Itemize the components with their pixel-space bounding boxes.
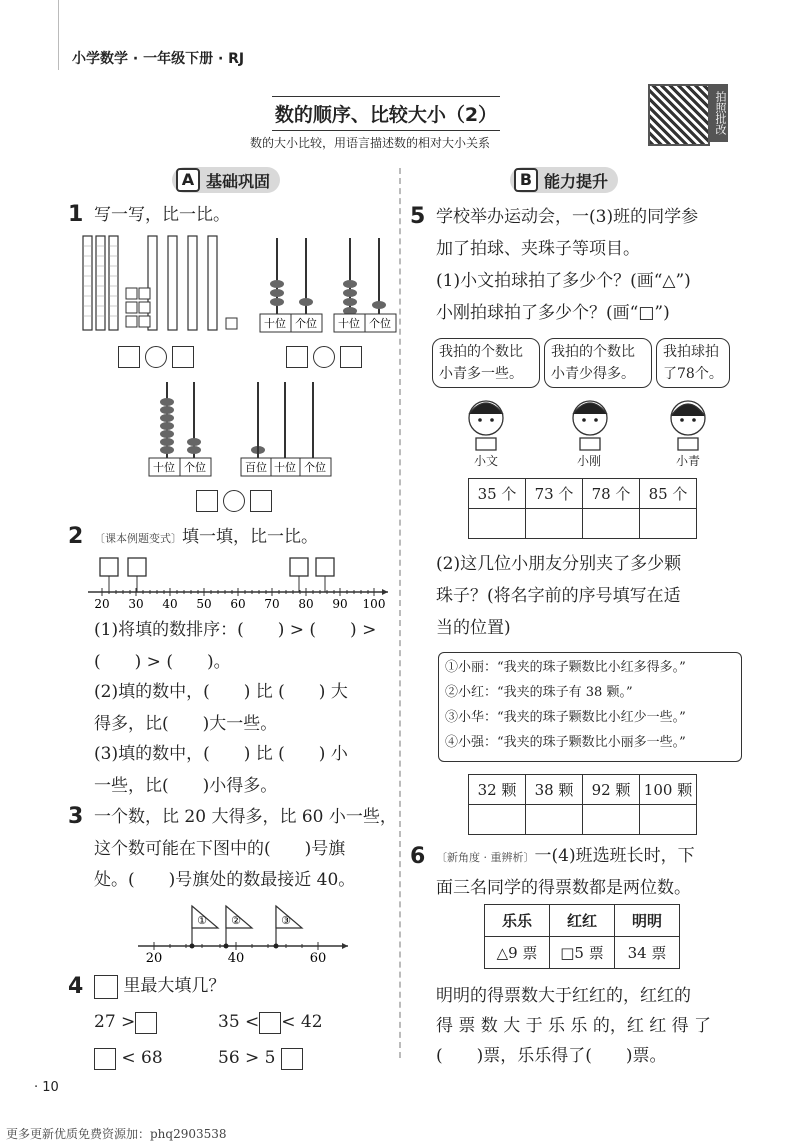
compare-boxes-1[interactable] xyxy=(118,346,194,368)
svg-text:40: 40 xyxy=(227,951,245,966)
svg-text:80: 80 xyxy=(298,597,314,611)
q6-line5: ( )票，乐乐得了( )票。 xyxy=(436,1046,667,1066)
q4-row1b[interactable]: 35 < < 42 xyxy=(218,1012,323,1032)
svg-text:30: 30 xyxy=(128,597,144,611)
abacus-ones-label: 个位 xyxy=(295,317,317,330)
q5-line1: 学校举办运动会，一(3)班的同学参 xyxy=(436,207,699,227)
section-b-label: 能力提升 xyxy=(544,171,609,191)
svg-text:40: 40 xyxy=(162,597,178,611)
q6-number: 6 xyxy=(410,844,426,869)
q4-row2b[interactable]: 56 > 5 xyxy=(218,1042,303,1074)
quote-3: ③小华：“我夹的珠子颗数比小红少一些。” xyxy=(445,710,686,725)
q2-number-line xyxy=(86,556,396,612)
q5-line5: (2)这几位小朋友分别夹了多少颗 xyxy=(436,554,682,574)
quote-1: ①小丽：“我夹的珠子颗数比小红多得多。” xyxy=(445,660,686,675)
q2-tag: 〔课本例题变式〕 xyxy=(94,532,182,545)
qr-code-icon[interactable] xyxy=(648,84,710,146)
qr-label: 拍照批改 xyxy=(708,84,728,142)
section-a-badge xyxy=(172,167,280,193)
svg-text:20: 20 xyxy=(94,597,110,611)
q2-line3: (2)填的数中，( ) 比 ( ) 大 xyxy=(94,682,348,702)
lesson-subtitle: 数的大小比较，用语言描述数的相对大小关系 xyxy=(250,136,491,150)
q5-line3: (1)小文拍球拍了多少个？(画“△”) xyxy=(436,271,691,291)
q6-vote-table: 乐乐 红红 明明 △9 票 □5 票 34 票 xyxy=(484,904,680,969)
svg-text:十位: 十位 xyxy=(274,461,296,474)
abacus-1 xyxy=(260,238,322,332)
section-a-letter: A xyxy=(176,168,200,192)
speech-bubble-xiaogang: 我拍的个数比小青少得多。 xyxy=(544,338,652,388)
q2-line6: 一些，比( )小得多。 xyxy=(94,776,278,796)
svg-text:70: 70 xyxy=(264,597,280,611)
q1-figures xyxy=(80,232,400,342)
q2-text: 填一填，比一比。 xyxy=(182,527,318,547)
section-a-label: 基础巩固 xyxy=(206,171,271,191)
page-number: · 10 xyxy=(34,1080,59,1095)
abacus-2 xyxy=(334,238,396,332)
q1-number: 1 xyxy=(68,202,84,227)
q2-line1: (1)将填的数排序：( ) > ( ) > xyxy=(94,620,377,640)
block-ones-1 xyxy=(126,288,237,329)
q6-tag: 〔新角度 · 重辨析〕 xyxy=(436,851,535,864)
q5-quotes-box xyxy=(438,652,742,762)
name-xiaoqing: 小青 xyxy=(676,454,701,468)
q5-number: 5 xyxy=(410,204,426,229)
svg-text:①: ① xyxy=(197,914,207,927)
name-xiaowen: 小文 xyxy=(474,454,499,468)
section-b-letter: B xyxy=(514,168,538,192)
q1-text: 写一写，比一比。 xyxy=(94,205,230,225)
q4-text: 里最大填几？ xyxy=(123,976,226,996)
svg-text:②: ② xyxy=(231,914,241,927)
compare-boxes-2[interactable] xyxy=(286,346,362,368)
q3-line1: 一个数，比 20 大得多，比 60 小一些， xyxy=(94,807,397,827)
q4-row1a[interactable]: 27 > xyxy=(94,1006,157,1038)
q5-line2: 加了拍球、夹珠子等项目。 xyxy=(436,239,640,259)
svg-text:60: 60 xyxy=(309,951,327,966)
q4-row2a[interactable]: < 68 xyxy=(94,1042,163,1074)
q1-abacus-row2 xyxy=(146,378,336,478)
q2-answer-boxes xyxy=(100,558,334,576)
svg-text:20: 20 xyxy=(145,951,163,966)
q5-table1: 35 个 73 个 78 个 85 个 xyxy=(468,478,697,539)
q5-table1-answer-row[interactable] xyxy=(469,509,697,539)
svg-text:60: 60 xyxy=(230,597,246,611)
q5-line4: 小刚拍球拍了多少个？(画“□”) xyxy=(436,303,670,323)
speech-bubble-xiaoqing: 我拍球拍了78个。 xyxy=(656,338,730,388)
svg-text:100: 100 xyxy=(362,597,386,611)
children-illustration xyxy=(460,394,720,452)
abacus-tens-label: 十位 xyxy=(264,317,286,330)
book-header: 小学数学 · 一年级下册 · RJ xyxy=(72,51,245,67)
q6-line2: 面三名同学的得票数都是两位数。 xyxy=(436,878,691,898)
q2-line4: 得多，比( )大一些。 xyxy=(94,714,278,734)
quote-2: ②小红：“我夹的珠子有 38 颗。” xyxy=(445,685,633,700)
q6-line1: 一(4)班选班长时，下 xyxy=(534,846,695,866)
svg-text:个位: 个位 xyxy=(304,461,326,474)
footer-note: 更多更新优质免费资源加：phq2903538 xyxy=(6,1127,227,1141)
svg-text:50: 50 xyxy=(196,597,212,611)
q5-table2-answer-row[interactable] xyxy=(469,805,697,835)
q6-line4: 得 票 数 大 于 乐 乐 的，红 红 得 了 xyxy=(436,1016,712,1036)
svg-text:③: ③ xyxy=(281,914,291,927)
q5-table2: 32 颗 38 颗 92 颗 100 颗 xyxy=(468,774,697,835)
svg-text:百位: 百位 xyxy=(245,461,267,474)
svg-text:90: 90 xyxy=(332,597,348,611)
svg-text:个位: 个位 xyxy=(369,317,391,330)
q3-flag-line xyxy=(136,898,356,968)
section-b-badge xyxy=(510,167,618,193)
page-corner-fold xyxy=(0,0,59,70)
q5-line7: 当的位置) xyxy=(436,618,511,638)
q4-number: 4 xyxy=(68,974,84,999)
q5-line6: 珠子？(将名字前的序号填写在适 xyxy=(436,586,681,606)
quote-4: ④小强：“我夹的珠子颗数比小丽多一些。” xyxy=(445,735,686,750)
q3-line3: 处。( )号旗处的数最接近 40。 xyxy=(94,870,356,890)
q3-line2: 这个数可能在下图中的( )号旗 xyxy=(94,839,346,859)
compare-boxes-3[interactable] xyxy=(196,490,272,512)
svg-text:十位: 十位 xyxy=(338,317,360,330)
svg-text:十位: 十位 xyxy=(153,461,175,474)
svg-text:个位: 个位 xyxy=(184,461,206,474)
q6-line3: 明明的得票数大于红红的，红红的 xyxy=(436,986,691,1006)
q2-line2: ( ) > ( )。 xyxy=(94,652,231,672)
q2-number: 2 xyxy=(68,524,84,549)
q3-number: 3 xyxy=(68,804,84,829)
name-xiaogang: 小刚 xyxy=(577,454,602,468)
q2-line5: (3)填的数中，( ) 比 ( ) 小 xyxy=(94,744,348,764)
lesson-title: 数的顺序、比较大小（2） xyxy=(272,96,500,131)
speech-bubble-xiaowen: 我拍的个数比小青多一些。 xyxy=(432,338,540,388)
